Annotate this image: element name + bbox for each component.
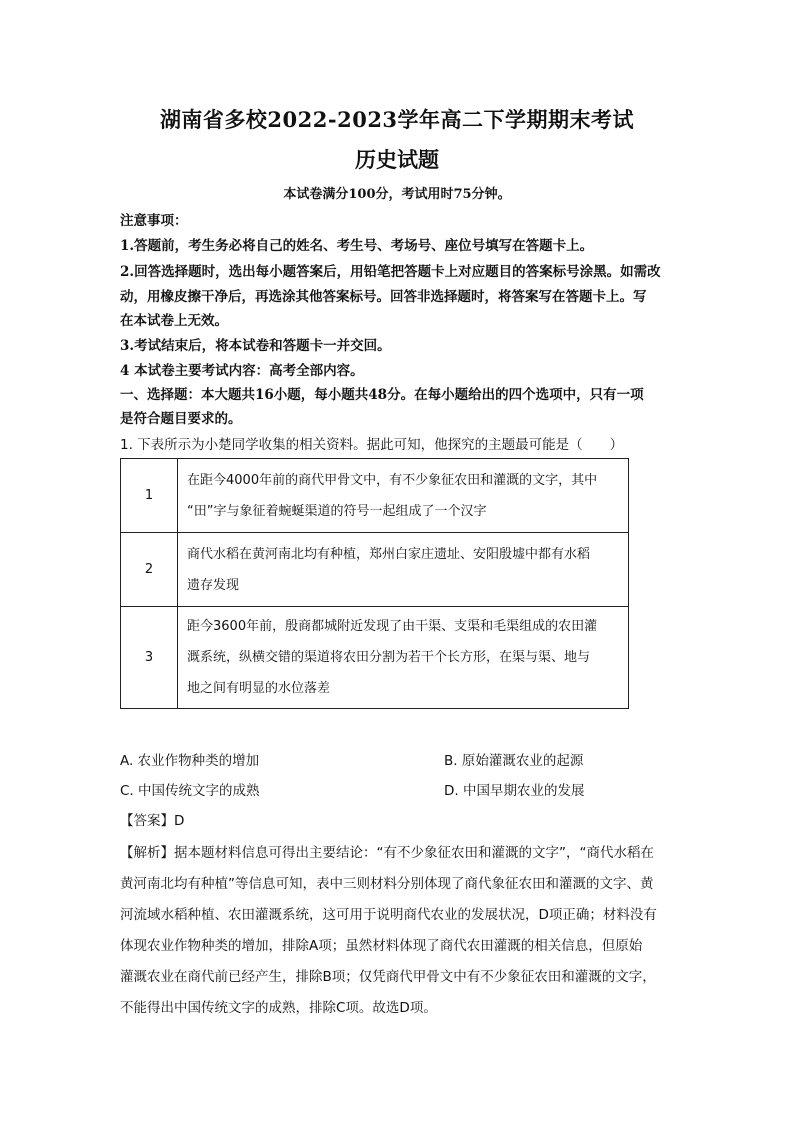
row-text-line: 地之间有明显的水位落差 (187, 681, 331, 696)
analysis-line-3: 河流域水稻种植、农田灌溉系统，这可用于说明商代农业的发展状况，D项正确；材料没有 (120, 907, 657, 923)
table-row (121, 459, 629, 533)
material-table (120, 458, 629, 709)
notes-item-3: 3.考试结束后，将本试卷和答题卡一并交回。 (120, 338, 391, 354)
analysis-line-2: 黄河南北均有种植”等信息可知，表中三则材料分别体现了商代象征农田和灌溉的文字、黄 (120, 876, 654, 892)
exam-subtitle: 历史试题 (355, 147, 439, 172)
row-text-line: 在距今4000年前的商代甲骨文中，有不少象征农田和灌溉的文字，其中 (187, 472, 598, 488)
section-heading-line-2: 是符合题目要求的。 (120, 411, 242, 427)
notes-item-1: 1.答题前，考生务必将自己的姓名、考生号、考场号、座位号填写在答题卡上。 (120, 238, 594, 254)
row-number: 3 (121, 607, 178, 709)
row-text-line: 溉系统，纵横交错的渠道将农田分割为若干个长方形，在渠与渠、地与 (187, 650, 591, 665)
analysis-line-5: 灌溉农业在商代前已经产生，排除B项；仅凭商代甲骨文中有不少象征农田和灌溉的文字， (120, 969, 656, 985)
exam-title: 湖南省多校2022-2023学年高二下学期期末考试 (159, 107, 635, 132)
option-c: C. 中国传统文字的成熟 (120, 783, 260, 799)
option-d: D. 中国早期农业的发展 (444, 783, 585, 799)
analysis-line-6: 不能得出中国传统文字的成熟，排除C项。故选D项。 (120, 1000, 437, 1016)
table-row (121, 533, 629, 607)
notes-item-2-line-3: 在本试卷上无效。 (120, 313, 228, 329)
row-number: 1 (121, 459, 178, 533)
table-row (121, 607, 629, 709)
row-text-line: 商代水稻在黄河南北均有种植，郑州白家庄遗址、安阳殷墟中都有水稻 (187, 546, 591, 562)
row-number: 2 (121, 533, 178, 607)
row-content (178, 533, 629, 607)
notes-item-2-line-1: 2.回答选择题时，选出每小题答案后，用铅笔把答题卡上对应题目的答案标号涂黑。如需改 (120, 264, 661, 280)
section-heading-line-1: 一、选择题：本大题共16小题，每小题共48分。在每小题给出的四个选项中，只有一项 (120, 387, 644, 403)
notes-item-2-line-2: 动，用橡皮擦干净后，再选涂其他答案标号。回答非选择题时，将答案写在答题卡上。写 (120, 289, 647, 305)
answer-line: 【答案】D (120, 813, 185, 829)
analysis-line-1: 【解析】据本题材料信息可得出主要结论：“有不少象征农田和灌溉的文字”，“商代水稻在 (120, 845, 654, 861)
row-text-line: 距今3600年前，殷商都城附近发现了由干渠、支渠和毛渠组成的农田灌 (187, 619, 598, 634)
question-stem: 1. 下表所示为小楚同学收集的相关资料。据此可知，他探究的主题最可能是（ ） (120, 437, 624, 453)
row-text-line: 遗存发现 (187, 577, 240, 593)
notes-heading: 注意事项： (120, 213, 188, 229)
exam-info: 本试卷满分100分，考试用时75分钟。 (283, 187, 511, 202)
row-text-line: “田”字与象征着蜿蜒渠道的符号一起组成了一个汉字 (187, 503, 487, 519)
option-a: A. 农业作物种类的增加 (120, 753, 260, 769)
row-content (178, 607, 629, 709)
option-b: B. 原始灌溉农业的起源 (444, 753, 584, 769)
row-content (178, 459, 629, 533)
analysis-line-4: 体现农业作物种类的增加，排除A项；虽然材料体现了商代农田灌溉的相关信息，但原始 (120, 938, 643, 954)
notes-item-4: 4 本试卷主要考试内容：高考全部内容。 (120, 363, 364, 379)
